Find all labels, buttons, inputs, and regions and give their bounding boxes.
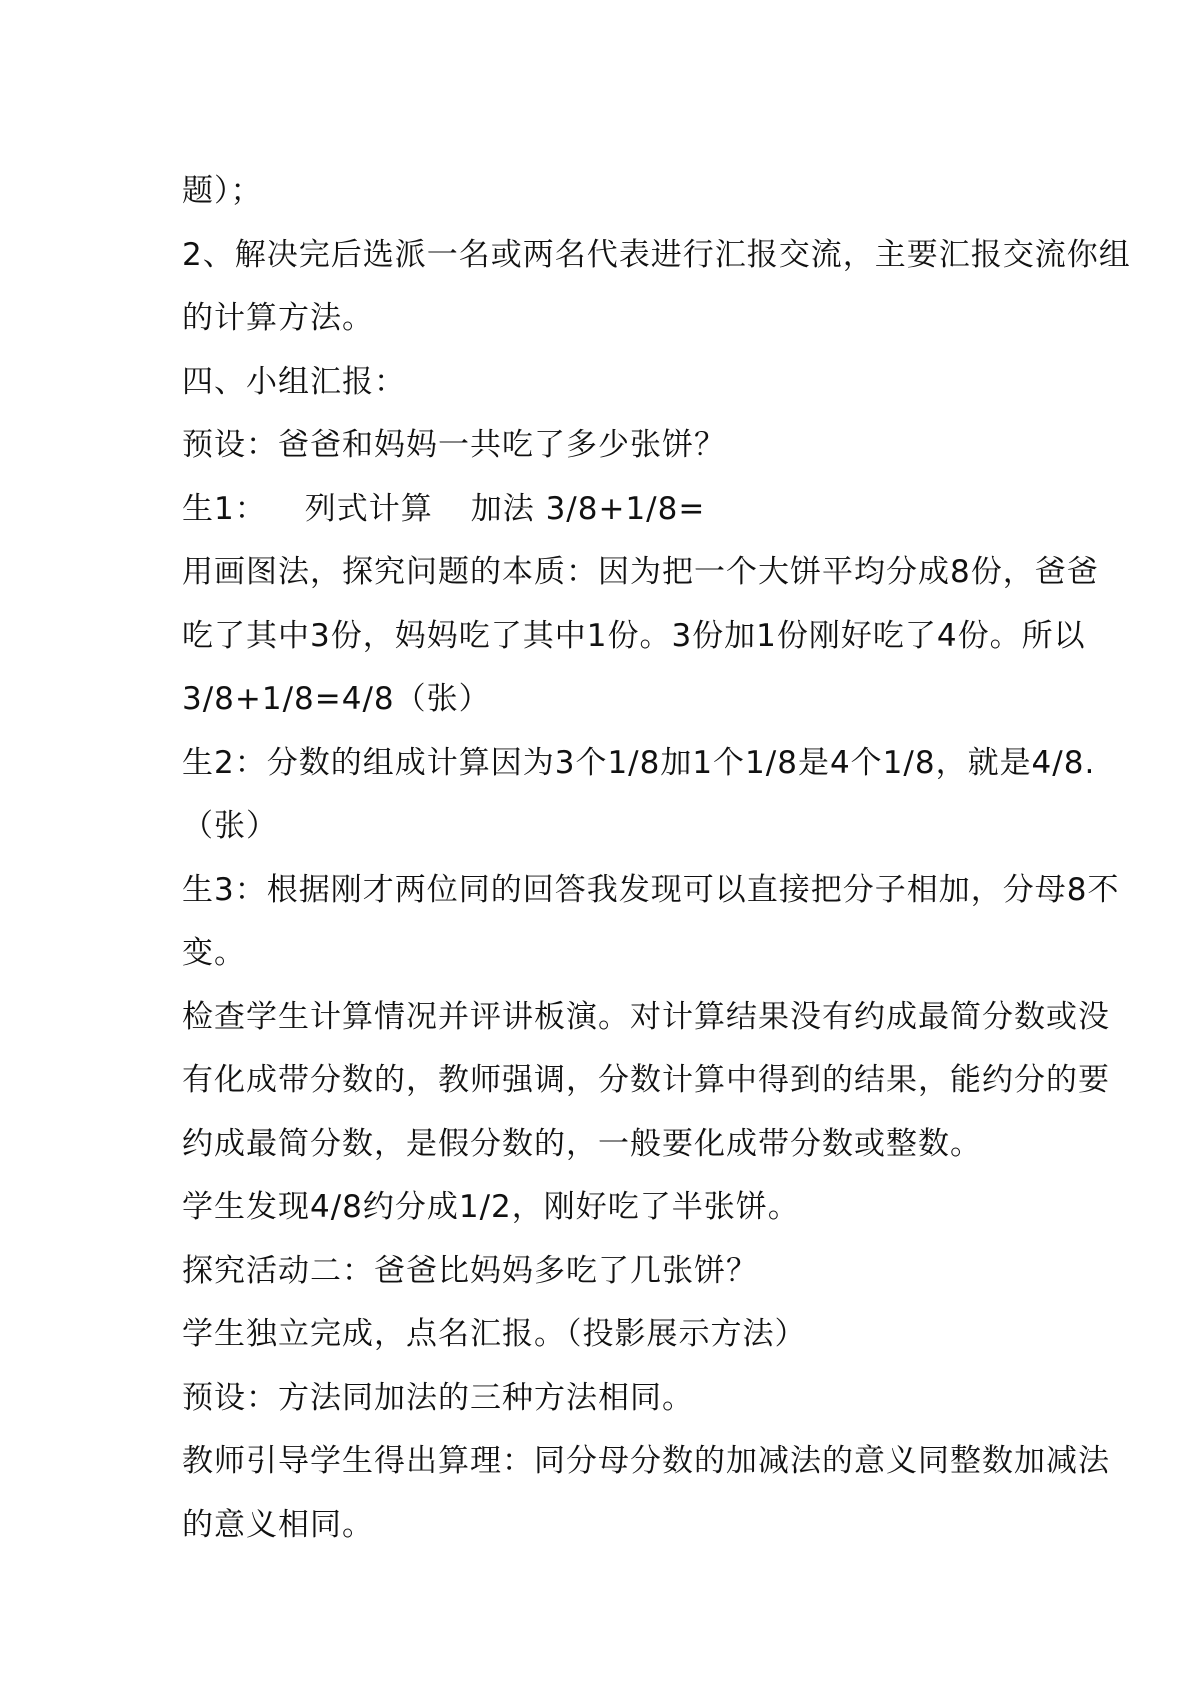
document-page bbox=[182, 160, 1131, 1557]
text-line: 检查学生计算情况并评讲板演。对计算结果没有约成最简分数或没 bbox=[182, 998, 1110, 1035]
section-heading: 四、小组汇报： bbox=[182, 363, 406, 400]
text-line: 学生发现4/8约分成1/2，刚好吃了半张饼。 bbox=[182, 1189, 800, 1225]
text-line: 有化成带分数的，教师强调，分数计算中得到的结果，能约分的要 bbox=[182, 1062, 1110, 1098]
text-line: 探究活动二：爸爸比妈妈多吃了几张饼？ bbox=[182, 1252, 758, 1289]
text-line: 的意义相同。 bbox=[182, 1506, 374, 1543]
text-line: 变。 bbox=[182, 935, 246, 971]
text-line: 题）； bbox=[182, 173, 263, 209]
text-line: 3/8+1/8=4/8（张） bbox=[182, 681, 491, 717]
text-line: 用画图法，探究问题的本质：因为把一个大饼平均分成8份，爸爸 bbox=[182, 554, 1099, 590]
text-line: 约成最简分数，是假分数的，一般要化成带分数或整数。 bbox=[182, 1125, 982, 1162]
text-line: 2、解决完后选派一名或两名代表进行汇报交流，主要汇报交流你组 bbox=[182, 236, 1131, 273]
text-line: 教师引导学生得出算理：同分母分数的加减法的意义同整数加减法 bbox=[182, 1443, 1110, 1479]
text-line: 学生独立完成，点名汇报。（投影展示方法） bbox=[182, 1316, 807, 1352]
formula: 加法 3/8+1/8= bbox=[470, 490, 706, 527]
student-label: 生1： bbox=[182, 490, 267, 527]
method-label: 列式计算 bbox=[304, 490, 433, 527]
text-line: 预设：爸爸和妈妈一共吃了多少张饼？ bbox=[182, 427, 726, 463]
text-line bbox=[182, 478, 1022, 542]
text-line: （张） bbox=[182, 808, 278, 844]
text-line: 预设：方法同加法的三种方法相同。 bbox=[182, 1379, 694, 1416]
text-line: 生2：分数的组成计算因为3个1/8加1个1/8是4个1/8，就是4/8. bbox=[182, 744, 1096, 781]
text-line: 吃了其中3份，妈妈吃了其中1份。3份加1份刚好吃了4份。所以 bbox=[182, 617, 1086, 654]
text-line: 的计算方法。 bbox=[182, 300, 374, 336]
text-line: 生3：根据刚才两位同的回答我发现可以直接把分子相加，分母8不 bbox=[182, 871, 1120, 908]
